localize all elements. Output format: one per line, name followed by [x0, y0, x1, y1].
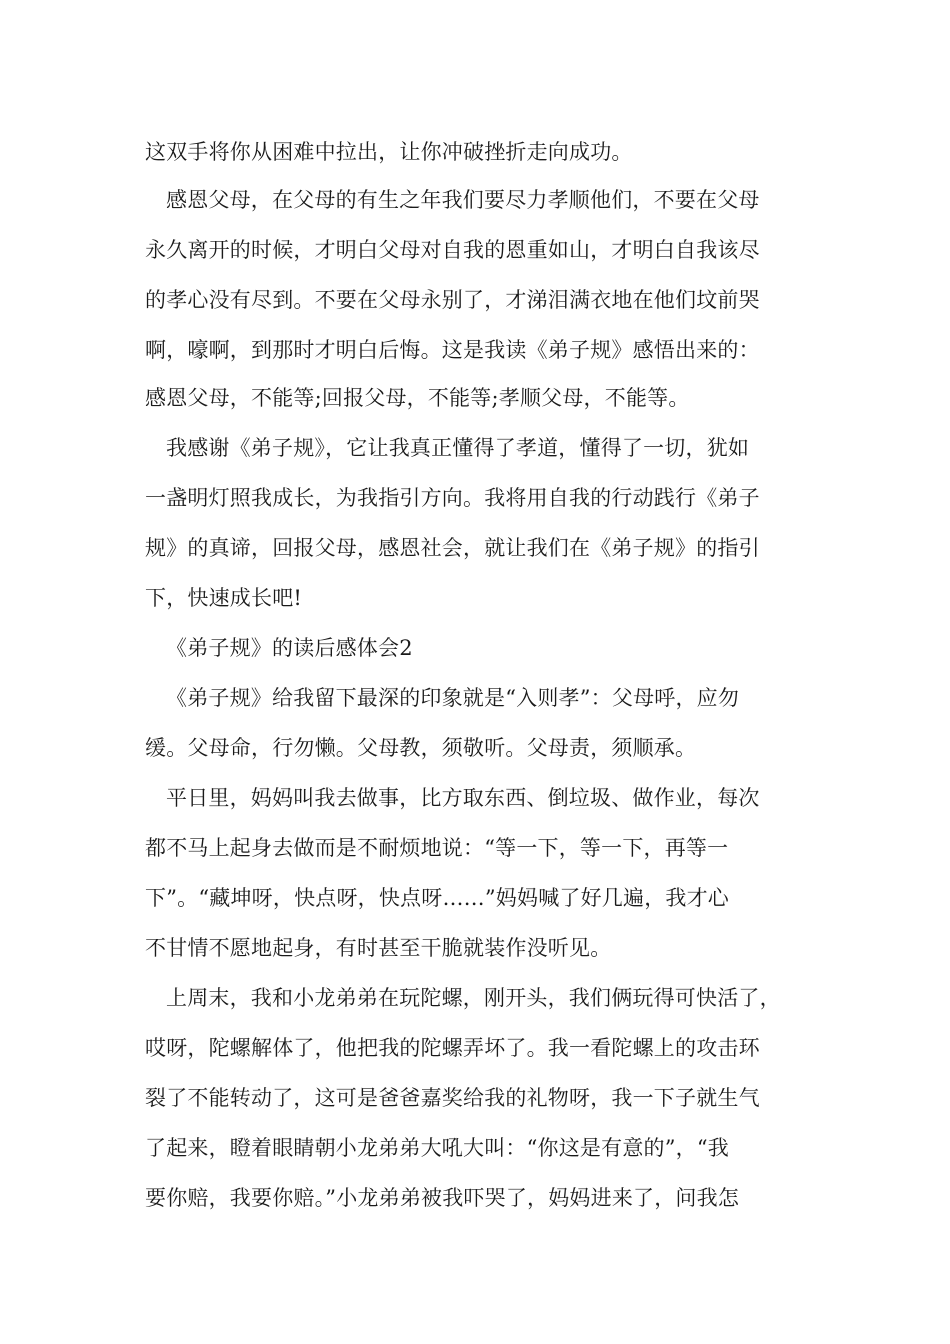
text-line: 规》的真谛，回报父母，感恩社会，就让我们在《弟子规》的指引 — [145, 536, 760, 560]
text-line: 平日里，妈妈叫我去做事，比方取东西、倒垃圾、做作业，每次 — [166, 786, 760, 810]
text-line: 哎呀，陀螺解体了，他把我的陀螺弄坏了。我一看陀螺上的攻击环 — [145, 1036, 760, 1060]
text-line: 的孝心没有尽到。不要在父母永别了，才涕泪满衣地在他们坟前哭 — [145, 288, 760, 312]
text-line: 感恩父母，不能等;回报父母，不能等;孝顺父母，不能等。 — [145, 386, 690, 410]
text-line: 了起来，瞪着眼睛朝小龙弟弟大吼大叫：“你这是有意的”，“我 — [145, 1136, 730, 1160]
text-line: 这双手将你从困难中拉出，让你冲破挫折走向成功。 — [145, 140, 633, 164]
text-line: 下，快速成长吧! — [145, 586, 303, 610]
text-line: 啊，嚎啊，到那时才明白后悔。这是我读《弟子规》感悟出来的： — [145, 338, 760, 362]
text-line: 感恩父母，在父母的有生之年我们要尽力孝顺他们，不要在父母 — [166, 188, 760, 212]
text-line: 都不马上起身去做而是不耐烦地说：“等一下，等一下，再等一 — [145, 836, 729, 860]
section-heading: 《弟子规》的读后感体会2 — [166, 636, 413, 660]
text-line: 缓。父母命，行勿懒。父母教，须敬听。父母责，须顺承。 — [145, 736, 697, 760]
text-line: 裂了不能转动了，这可是爸爸嘉奖给我的礼物呀，我一下子就生气 — [145, 1086, 760, 1110]
text-line: 不甘情不愿地起身，有时甚至干脆就装作没听见。 — [145, 936, 612, 960]
text-line: 一盏明灯照我成长，为我指引方向。我将用自我的行动践行《弟子 — [145, 486, 760, 510]
text-line: 永久离开的时候，才明白父母对自我的恩重如山，才明白自我该尽 — [145, 238, 760, 262]
text-line: 要你赔，我要你赔。”小龙弟弟被我吓哭了，妈妈进来了，问我怎 — [145, 1186, 740, 1210]
text-line: 《弟子规》给我留下最深的印象就是“入则孝”：父母呼，应勿 — [166, 686, 740, 710]
text-line: 上周末，我和小龙弟弟在玩陀螺，刚开头，我们俩玩得可快活了， — [166, 986, 781, 1010]
text-line: 下”。“藏坤呀，快点呀，快点呀……”妈妈喊了好几遍，我才心 — [145, 886, 730, 910]
text-line: 我感谢《弟子规》，它让我真正懂得了孝道，懂得了一切，犹如 — [166, 436, 750, 460]
